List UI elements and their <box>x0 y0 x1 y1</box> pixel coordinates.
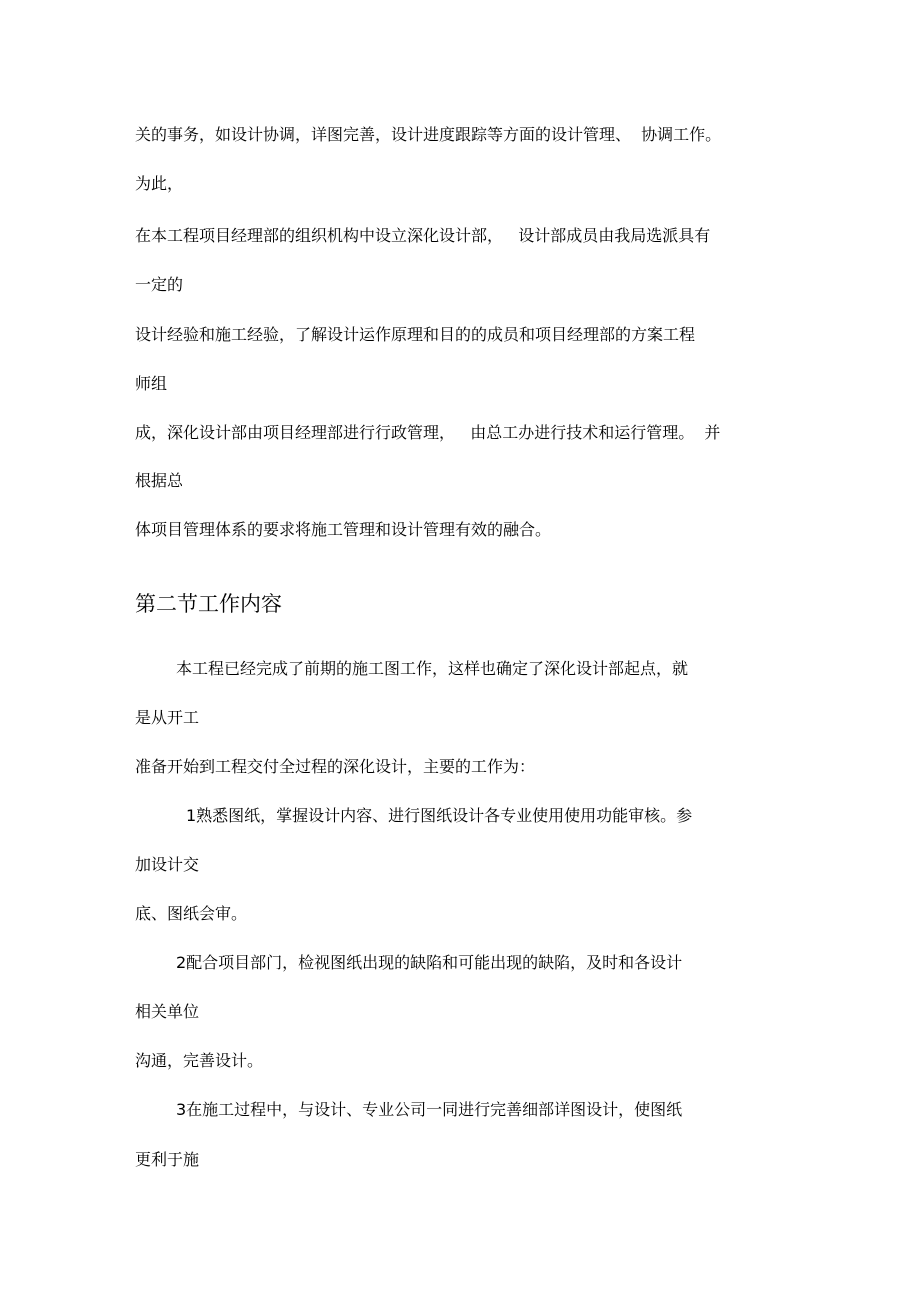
paragraph-line: 师组 <box>135 374 168 393</box>
paragraph-line: 一定的 <box>135 275 184 294</box>
paragraph-line: 本工程已经完成了前期的施工图工作，这样也确定了深化设计部起点，就 <box>176 659 689 678</box>
list-item-line: 加设计交 <box>135 855 200 874</box>
list-item-line: 相关单位 <box>135 1002 200 1021</box>
paragraph-line: 为此， <box>135 174 184 193</box>
list-item-line: 更利于施 <box>135 1150 200 1169</box>
paragraph-line: 是从开工 <box>135 708 200 727</box>
paragraph-line: 在本工程项目经理部的组织机构中设立深化设计部， 设计部成员由我局选派具有 <box>135 226 711 245</box>
list-item-line: 2配合项目部门，检视图纸出现的缺陷和可能出现的缺陷，及时和各设计 <box>176 953 683 972</box>
section-heading: 第二节工作内容 <box>135 592 282 616</box>
paragraph-line: 准备开始到工程交付全过程的深化设计，主要的工作为： <box>135 757 536 776</box>
paragraph-line: 设计经验和施工经验，了解设计运作原理和目的的成员和项目经理部的方案工程 <box>135 325 696 344</box>
paragraph-line: 关的事务，如设计协调，详图完善，设计进度跟踪等方面的设计管理、 协调工作。 <box>135 125 722 144</box>
list-item-line: 3在施工过程中，与设计、专业公司一同进行完善细部详图设计，使图纸 <box>176 1100 683 1119</box>
paragraph-line: 体项目管理体系的要求将施工管理和设计管理有效的融合。 <box>135 520 552 539</box>
list-item-line: 底、图纸会审。 <box>135 904 248 923</box>
list-item-line: 沟通，完善设计。 <box>135 1051 264 1070</box>
list-item-line: 1熟悉图纸，掌握设计内容、进行图纸设计各专业使用使用功能审核。参 <box>186 806 693 825</box>
paragraph-line: 根据总 <box>135 471 184 490</box>
paragraph-line: 成，深化设计部由项目经理部进行行政管理， 由总工办进行技术和运行管理。 并 <box>135 423 721 442</box>
